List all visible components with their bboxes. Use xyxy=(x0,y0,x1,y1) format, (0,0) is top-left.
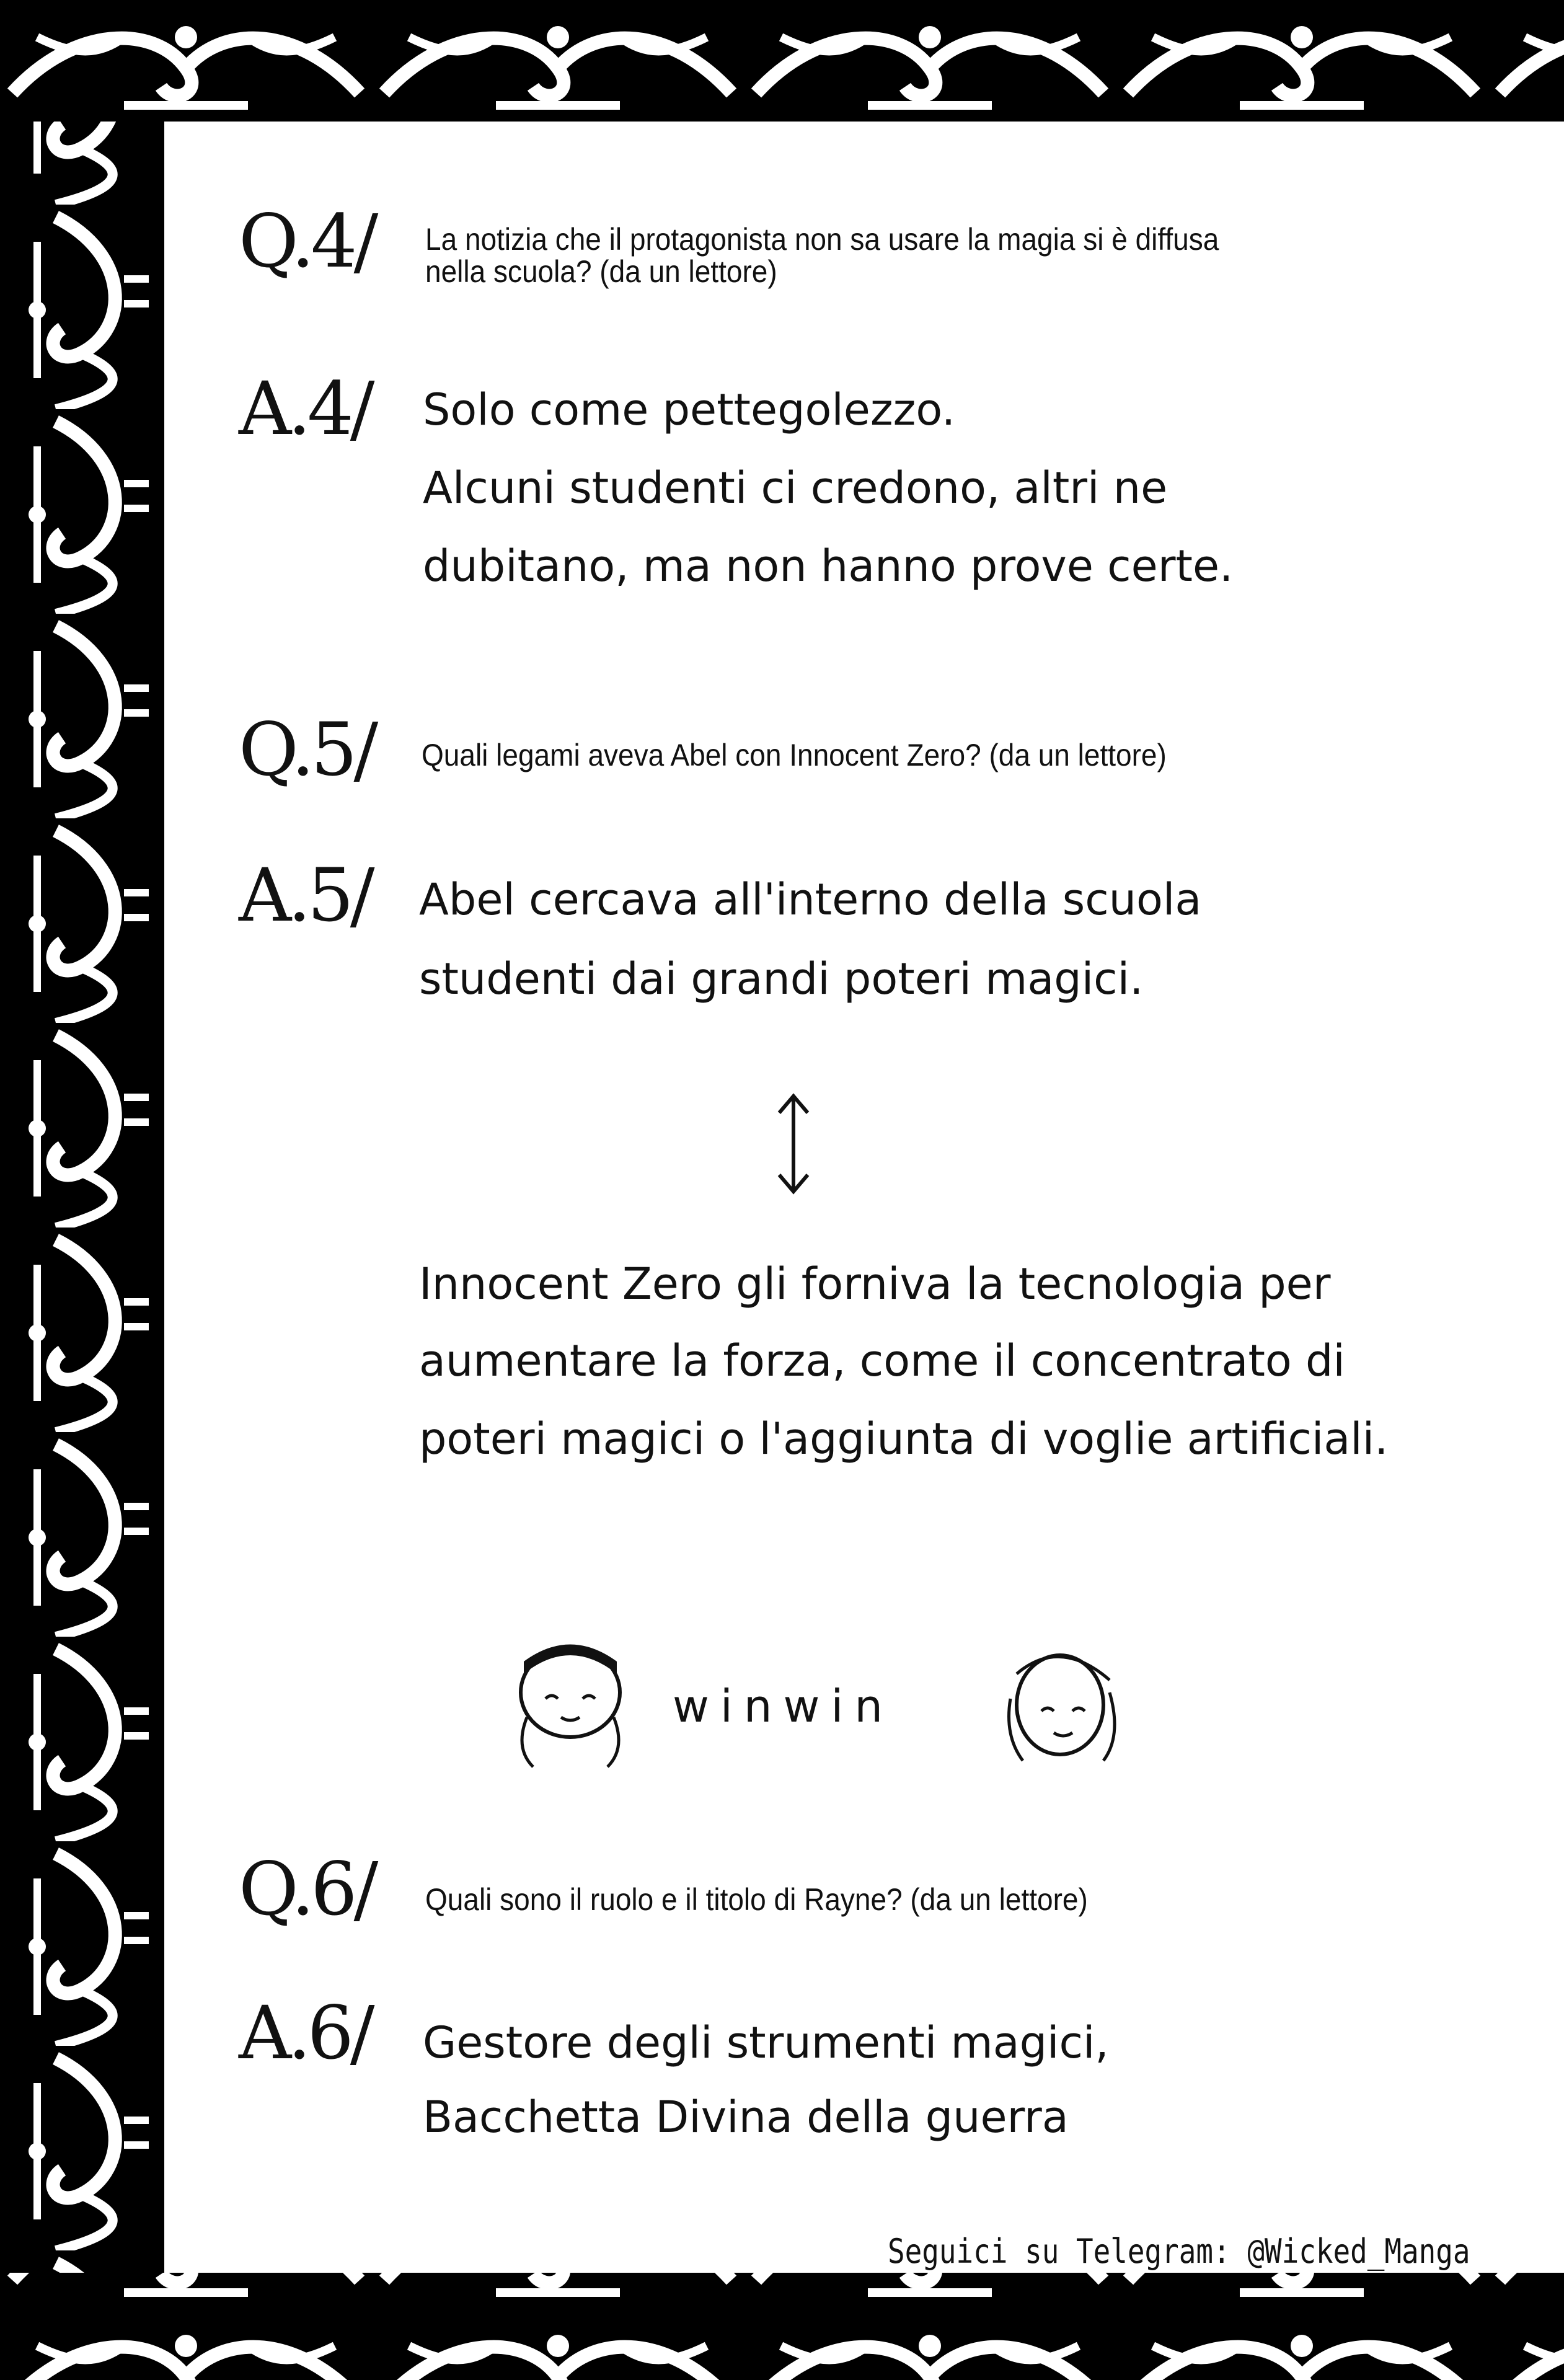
answer-label: A.4/ xyxy=(239,366,371,451)
answer-line: dubitano, ma non hanno prove certe. xyxy=(423,541,1234,591)
doodle-text: winwin xyxy=(673,1680,895,1732)
question-label: Q.6/ xyxy=(239,1846,375,1932)
question-label: Q.5/ xyxy=(239,707,375,792)
answer-line: Gestore degli strumenti magici, xyxy=(423,2017,1109,2068)
answer-line: studenti dai grandi poteri magici. xyxy=(419,953,1144,1004)
answer-line: Innocent Zero gli forniva la tecnologia per xyxy=(419,1259,1331,1309)
answer-line: Bacchetta Divina della guerra xyxy=(423,2092,1069,2143)
question-line: La notizia che il protagonista non sa usare la magia si è diffusa xyxy=(425,222,1219,257)
answer-label: A.6/ xyxy=(239,1990,371,2076)
question-line: Quali sono il ruolo e il titolo di Rayne? (da un lettore) xyxy=(425,1882,1088,1917)
question-text xyxy=(425,1883,1088,1916)
answer-line: aumentare la forza, come il concentrato di xyxy=(419,1335,1345,1386)
question-line: nella scuola? (da un lettore) xyxy=(425,254,777,289)
answer-line: Alcuni studenti ci credono, altri ne xyxy=(423,462,1168,513)
answer-line: Solo come pettegolezzo. xyxy=(423,384,956,435)
answer-line: Abel cercava all'interno della scuola xyxy=(419,874,1202,925)
double-arrow-icon xyxy=(772,1091,815,1197)
question-text xyxy=(422,739,1167,771)
page-paper xyxy=(164,122,1564,2273)
answer-line: poteri magici o l'aggiunta di voglie artificiali. xyxy=(419,1413,1389,1464)
telegram-credit: Seguici su Telegram: @Wicked_Manga xyxy=(888,2232,1470,2271)
question-label: Q.4/ xyxy=(239,198,375,284)
chibi-doodle-right xyxy=(986,1637,1147,1773)
chibi-doodle-left xyxy=(502,1630,676,1773)
answer-label: A.5/ xyxy=(239,852,371,938)
question-line: Quali legami aveva Abel con Innocent Zero? (da un lettore) xyxy=(422,738,1167,772)
question-text xyxy=(425,223,1219,288)
